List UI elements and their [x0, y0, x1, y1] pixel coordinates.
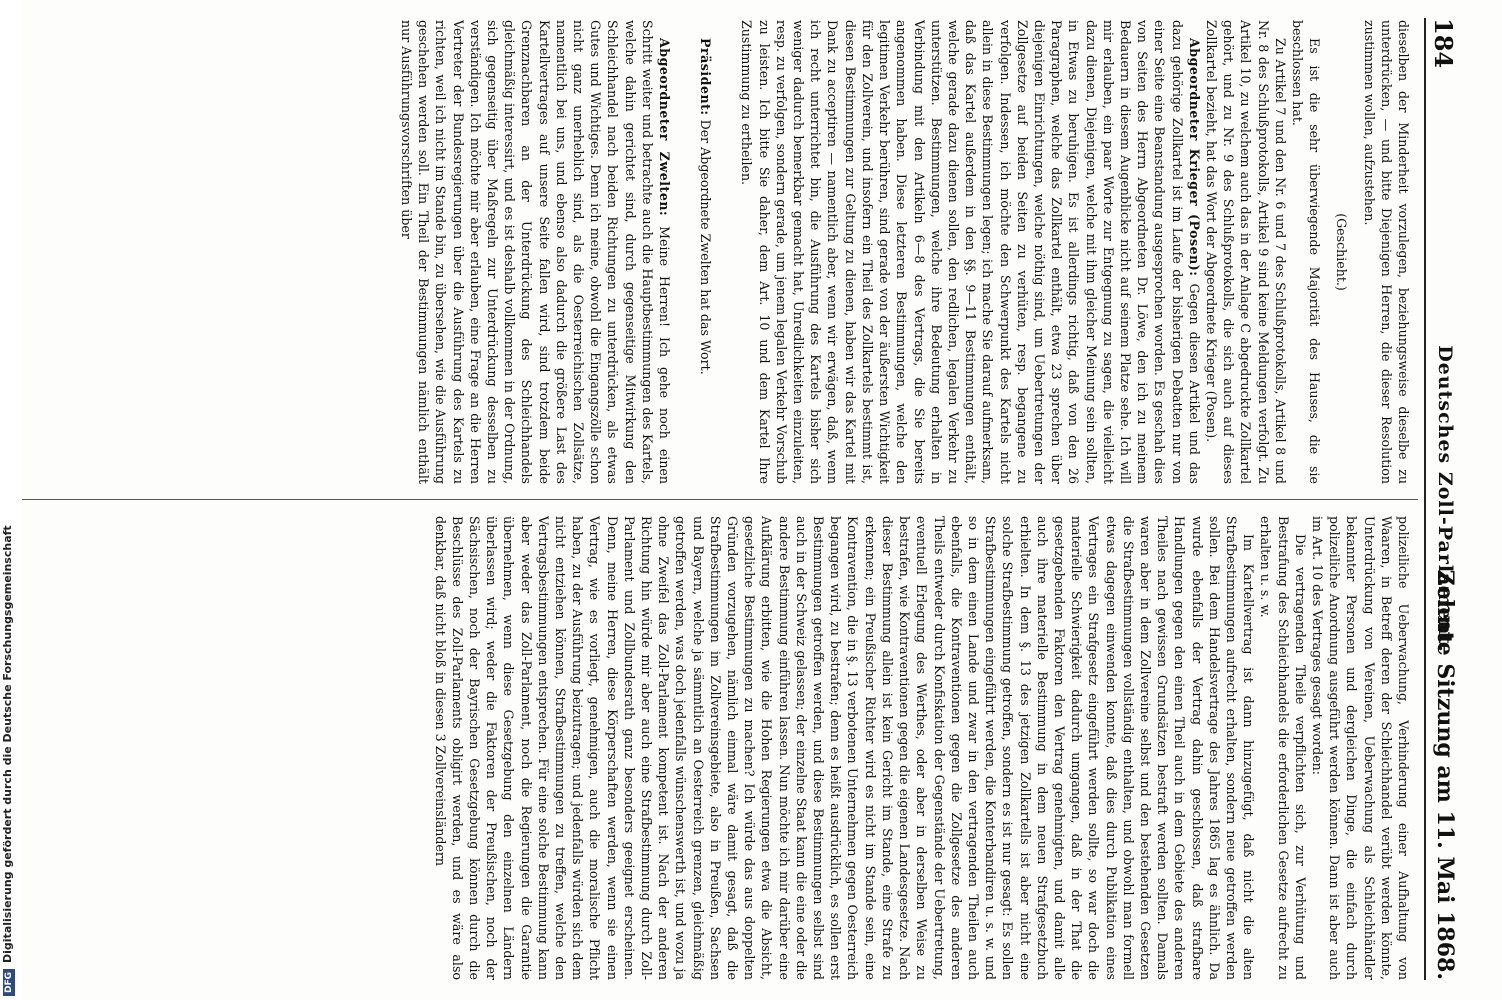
speech-text: Meine Herren! Ich gehe noch einen Schritt weiter und betrachte auch die Hauptbestimmungen des Kartels, welche dahin gerichtet sind, durch gegenseitige Mitwirkung den Schleichhandel nach beiden Richtungen zu unterdrücken, als etwas Gutes und Wichtiges. Denn ich meine, obwohl die Eingangszölle schon nicht ganz unerheblich sind, als die Oesterreichischen Zollsätze, namentlich bei uns, und ebenso also dadurch die größere Last des Kartellvertrages auf unsere Seite fallen wird, sind trotzdem beide Grenznachbaren an der Unterdrückung des Schleichhandels gleichmäßig interessirt, und es ist deshalb vollkommen in der Ordnung, sich gegenseitig über Maßregeln zur Unterdrückung desselben zu verständigen. Ich möchte mir aber erlauben, eine Frage an die Herren Vertreter der Bundesregierungen über die Ausführung des Kartels zu richten, weil ich nicht im Stande bin, zu übersehen, wie die Ausführung geschehen werden soll. Ein Theil der Bestimmungen nämlich enthält nur Ausführungsvorschriften über [399, 20, 673, 484]
paragraph: polizeiliche Ueberwachung, Verhinderung einer Aufhaltung von Waaren, in Betreff deren der Schleichhandel verübt werden könnte, Unterdrückung von Vereinen, Ueberwachung als Schleichhändler bekannter Personen und dergleichen Dinge, die einfach durch polizeiliche Anordnung ausgeführt werden können. Dann ist aber auch im Art. 10 des Vertrages gesagt worden: [1309, 516, 1411, 980]
speech [738, 20, 1202, 484]
quoted-clause: Die vertragenden Theile verpflichten sich, zur Verhütung und Bestrafung des Schleichhandels die erforderlichen Gesetze aufrecht zu erhalten u. s. w. [1258, 516, 1308, 980]
digitization-text: Digitalisierung gefördert durch die Deutsche Forschungsgemeinschaft [1, 525, 14, 963]
speech [398, 20, 673, 484]
publication-title: Deutsches Zoll-Parlament. [1434, 345, 1456, 653]
paragraph: Zu Artikel 7 und den Nr. 6 und 7 des Schlußprotokolls, Artikel 8 und Nr. 8 des Schlußprotokolls, Artikel 9 sind keine Meldungen verfolgt. Zu Artikel 10, zu welchem auch das in der Anlage C abgedruckte Zollkartel gehört, und zu Nr. 9 des Schlußprotokolls, die sich auch auf dieses Zollkartel bezieht, hat das Wort der Abgeordnete Krieger (Posen). [1203, 20, 1288, 484]
digitization-note [1, 16, 15, 996]
paragraph: dieselben der Minderheit vorzulegen, beziehungsweise dieselbe zu unterdrücken, — und bitte Diejenigen Herren, die dieser Resolution zustimmen wollen, aufzustehen. [1361, 20, 1411, 484]
speaker-name: Abgeordneter Zwelten: [657, 38, 673, 217]
paragraph: Im Kartellvertrag ist dann hinzugefügt, daß nicht die alten Strafbestimmungen aufrecht erhalten, sondern neue getroffen werden sollen. Bei dem Handelsvertrage des Jahres 1865 lag es ähnlich. Da wurde ebenfalls der Vertrag dahin geschlossen, daß strafbare Handlungen gegen den einen Theil auch in dem Gebiete des anderen Theiles nach gewissen Grundsätzen bestraft werden sollten. Damals waren aber in dem Zollvereine selbst und den bestehenden Gesetzen die Strafbestimmungen vollständig enthalten, und obwohl man formell etwas dagegen einwenden konnte, daß dies durch Publikation eines Vertrages ein Strafgesetz eingeführt werden sollte, so war doch die materielle Schwierigkeit dadurch umgangen, daß in der That die gesetzgebenden Faktoren den Vertrag genehmigten, und damit alle auch ihre materielle Bestimmung in dem neuen Strafgesetzbuch erhielten. In dem §. 13 des jetzigen Zollkartells ist aber nicht eine solche Strafbestimmung getroffen, sondern es ist nur gesagt: Es sollen Strafbestimmungen eingeführt werden, die Konterbandiren u. s. w. und so in dem einen Lande und zwar in den vertragenden Theilen auch ebenfalls, die Kontraventionen gegen die Zollgesetze des anderen Theils entweder durch Konfiskation der Gegenstände der Uebertretung, eventuell Erlegung des Werthes, oder aber in derselben Weise zu bestrafen, wie Kontraventionen gegen die eigenen Landesgesetze. Nach dieser Bestimmung allein ist kein Gericht im Stande, eine Strafe zu erkennen; ein Preußischer Richter wird es nicht im Stande sein, eine Kontravention, die in §. 13 verbotenen Unternehmen gegen Oesterreich begangen wird, zu bestrafen; denn es heißt ausdrücklich, es sollen erst Bestimmungen getroffen werden, und diese Bestimmungen selbst sind auch in der Schweiz gelassen; der einzelne Staat kann die eine oder die andere Bestimmung einführen lassen. Nun möchte ich mir darüber eine Aufklärung erbitten, wie die Hohen Regierungen etwa die Absicht, gesetzliche Bestimmungen zu machen? Ich würde das aus doppelten Gründen vorzugehen, nämlich einmal wäre damit gesagt, daß die Strafbestimmungen im Zollvereinsgebiete, also in Preußen, Sachsen und Bayern, welche ja sämmtlich an Oesterreich grenzen, gleichmäßig getroffen werden, was doch jedenfalls wünschenswerth ist, und wozu ja ohne Zweifel das Zoll-Parlament kompetent ist. Nach der anderen Richtung hin würde mir aber auch eine Strafbestimmung durch Zoll-Parlament und Zollbundesrath ganz besonders geeignet erscheinen. Denn, meine Herren, diese Körperschaften werden, wenn sie einen Vertrag, wie es vorliegt, genehmigen, auch die moralische Pflicht haben, zu der Ausführung beizutragen; und jedenfalls würden sich dem nicht entziehen können, Strafbestimmungen zu treffen, welche den Vertragsbestimmungen entsprechen. Für eine solche Bestimmung kann aber weder das Zoll-Parlament, noch die Regierungen die Garantie übernehmen, wenn diese Gesetzgebung den einzelnen Ländern überlassen wird; weder die Faktoren der Preußischen, noch der Sächsischen, noch der Bayrischen Gesetzgebung können durch die Beschlüsse des Zoll-Parlaments obligirt werden, und es wäre also denkbar, daß nicht bloß in diesen 3 Zollvereinsländern [432, 516, 1257, 980]
speech [697, 20, 714, 484]
text-column-left [22, 20, 1412, 484]
text-column-right [22, 516, 1412, 980]
speaker-name: Abgeordneter Krieger (Posen): [1186, 38, 1202, 277]
digitization-strip [0, 0, 22, 1000]
paragraph: Es ist die sehr überwiegende Majorität des Hauses, die sie beschlossen hat. [1289, 20, 1323, 484]
page-number: 184 [1429, 18, 1458, 69]
session-date: Zehnte Sitzung am 11. Mai 1868. [1432, 569, 1458, 980]
interjection: (Geschieht.) [1334, 213, 1350, 291]
dfg-logo-icon: DFG [3, 969, 15, 996]
speaker-name: Präsident: [698, 38, 714, 116]
speech-text: Gegen diesen Artikel und das dazu gehörige Zollkartel ist im Laufe der bisherigen Debatten nur von einer Seite eine Beanstandung ausgesprochen worden. Es geschah dies von Seiten des Herrn Abgeordneten Dr. Löwe, den ich zu meinem Bedauern in diesem Augenblicke nicht auf seinem Platze sehe. Ich will mir erlauben, ein paar Worte zur Entgegnung zu sagen, die vielleicht dazu dienen, Diejenigen, welche mit ihm gleicher Meinung sein sollten, in Etwas zu beruhigen. Es ist allerdings richtig, daß von den 26 Paragraphen, welche das Zollkartel enthält, etwa 23 sprechen über diejenigen Einrichtungen, welche nöthig sind, um Uebertretungen der Zollgesetze auf beiden Seiten zu verhüten, resp. begangene zu verfolgen. Indessen, ich möchte den Schwerpunkt des Kartels nicht allein in diese Bestimmungen legen; ich mache Sie darauf aufmerksam, daß das Kartel außerdem in den §§. 9—11 Bestimmungen enthält, welche gerade dazu dienen sollen, den redlichen, legalen Verkehr zu unterstützen. Bestimmungen, welche ihre Bedeutung erhalten in Verbindung mit den Artikeln 6—8 des Vertrags, die Sie bereits angenommen haben. Diese letzteren Bestimmungen, welche den legitimen Verkehr berühren, sind gerade von der äußersten Wichtigkeit für den Zollverein, und insofern ein Theil des Zollkartels bestimmt ist, diesen Bestimmungen zur Geltung zu dienen, haben wir das Kartel mit Dank zu acceptiren — namentlich aber, wenn wir erwägen, daß, wenn ich recht unterrichtet bin, die Ausführung des Kartels bisher sich weniger dadurch bemerkbar gemacht hat, Unredlichkeiten einzuleiten, resp. zu verfolgen, sondern gerade, um jenem legalen Verkehr Vorschub zu leisten. Ich bitte Sie daher, dem Art. 10 und dem Kartel Ihre Zustimmung zu ertheilen. [739, 20, 1202, 484]
speech-text: Der Abgeordnete Zwelten hat das Wort. [698, 119, 714, 375]
page-header [1424, 18, 1460, 980]
column-divider [18, 499, 1418, 500]
